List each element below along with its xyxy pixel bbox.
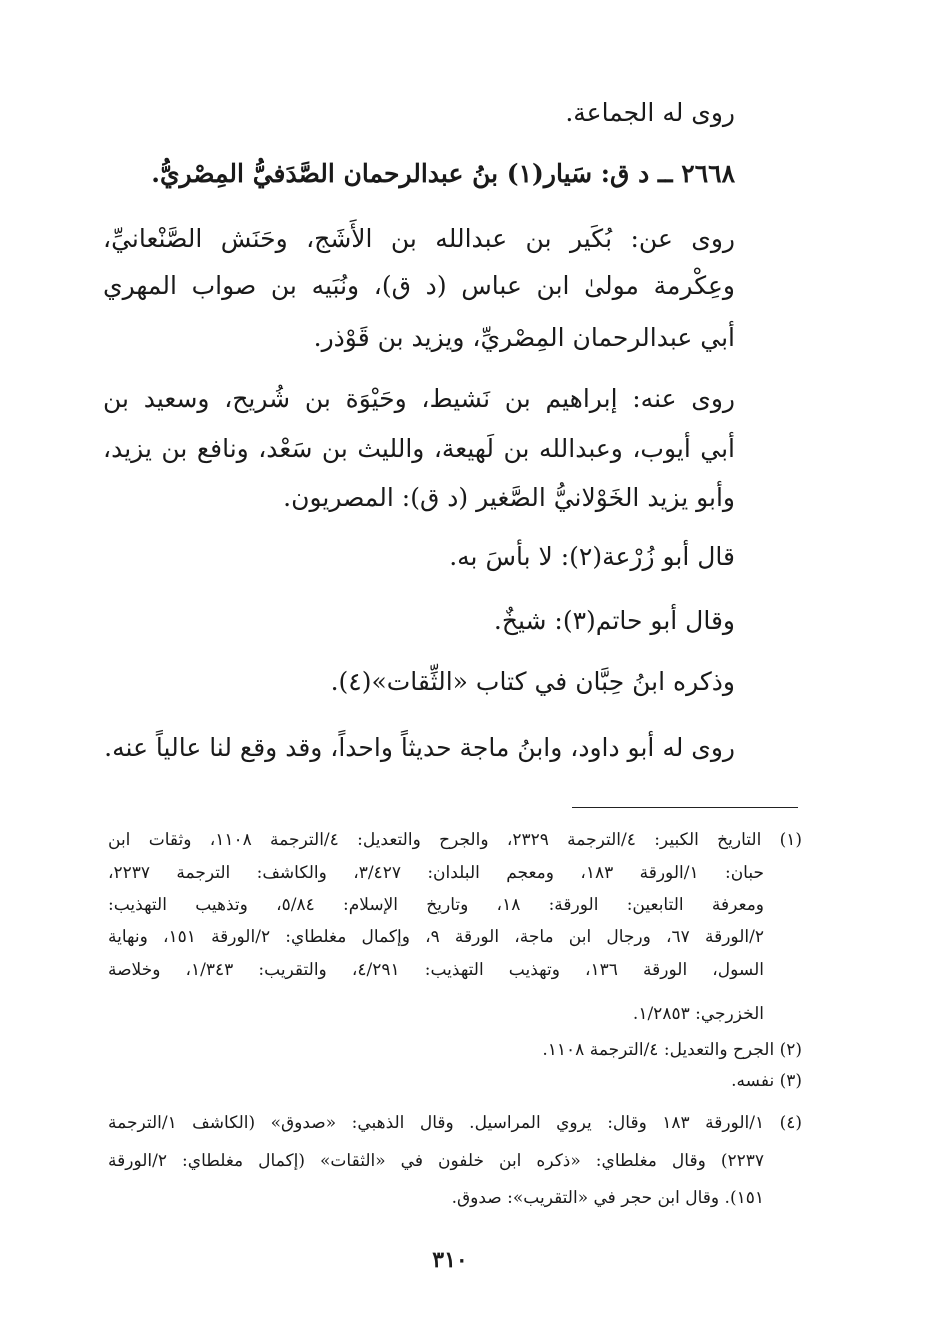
footnote-line: السول، الورقة ١٣٦، وتهذيب التهذيب: ٤/٢٩١، والتقريب: ١/٣٤٣، وخلاصة <box>108 960 764 980</box>
text-line: وقال أبو حاتم(٣): شيخٌ. <box>493 606 735 635</box>
footnote-line: (٢) الجرح والتعديل: ٤/الترجمة ١١٠٨. <box>542 1040 802 1060</box>
footnote-line: (٣) نفسه. <box>731 1071 802 1091</box>
footnote-line: الخزرجي: ١/٢٨٥٣. <box>632 1004 764 1024</box>
footnote-line: حبان: ١/الورقة ١٨٣، ومعجم البلدان: ٣/٤٢٧، والكاشف: الترجمة ٢٢٣٧، <box>108 863 764 883</box>
footnote-line: ومعرفة التابعين: الورقة: ١٨، وتاريخ الإسلام: ٥/٨٤، وتذهيب التهذيب: <box>108 895 765 915</box>
text-line: وعِكْرمة مولىٰ ابن عباس (د ق)، ونُبَيه بن صواب المهري <box>103 271 735 300</box>
text-line: وذكره ابنُ حِبَّان في كتاب «الثِّقات»(٤). <box>330 667 735 696</box>
text-line: قال أبو زُرْعة(٢): لا بأسَ به. <box>449 542 735 571</box>
text-line: روى له أبو داود، وابنُ ماجة حديثاً واحداً، وقد وقع لنا عالياً عنه. <box>104 733 735 762</box>
footnote-line: (١) التاريخ الكبير: ٤/الترجمة ٢٣٢٩، والجرح والتعديل: ٤/الترجمة ١١٠٨، وثقات ابن <box>108 830 803 850</box>
footnote-line: ٢٢٣٧) وقال مغلطاي: «ذكره ابن خلفون في «الثقات» (إكمال مغلطاي: ٢/الورقة <box>108 1151 764 1171</box>
text-line: روى عن: بُكَير بن عبدالله بن الأَشَج، وحَنَش الصَّنْعانيِّ، <box>103 224 735 253</box>
entry-heading: ٢٦٦٨ ــ د ق: سَيار(١) بنُ عبدالرحمان الصَّدَفيُّ المِصْريُّ. <box>151 159 735 188</box>
text-line: روى له الجماعة. <box>565 98 735 127</box>
text-line: وأبو يزيد الخَوْلانيُّ الصَّغير (د ق): المصريون. <box>283 483 735 512</box>
text-line: روى عنه: إبراهيم بن نَشيط، وحَيْوَة بن شُريح، وسعيد بن <box>103 384 735 413</box>
text-line: أبي عبدالرحمان المِصْريِّ، ويزيد بن قَوْذر. <box>313 323 735 352</box>
footnote-separator <box>572 807 798 808</box>
footnote-line: ٢/الورقة ٦٧، ورجال ابن ماجة، الورقة ٩، وإكمال مغلطاي: ٢/الورقة ١٥١، ونهاية <box>108 927 764 947</box>
footnote-line: ١٥١). وقال ابن حجر في «التقريب»: صدوق. <box>451 1188 764 1208</box>
page-number: ٣١٠ <box>432 1247 468 1273</box>
text-line: أبي أيوب، وعبدالله بن لَهيعة، والليث بن سَعْد، ونافع بن يزيد، <box>103 434 735 463</box>
footnote-line: (٤) ١/الورقة ١٨٣ وقال: يروي المراسيل. وقال الذهبي: «صدوق» (الكاشف ١/الترجمة <box>108 1113 802 1133</box>
